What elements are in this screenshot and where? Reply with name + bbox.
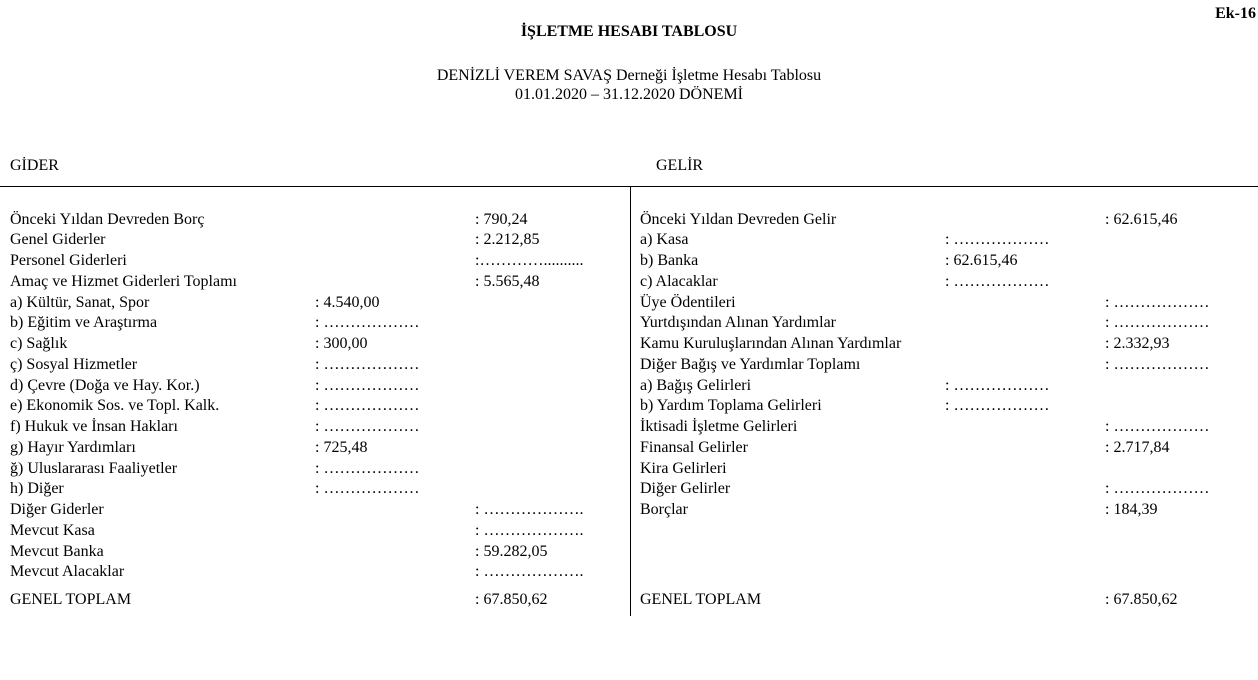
- gider-row-label: Genel Giderler: [10, 231, 106, 249]
- gelir-row-value: : ………………: [1105, 480, 1210, 498]
- gider-row-subvalue: : ………………: [315, 397, 420, 415]
- gelir-row: [640, 210, 1250, 231]
- gider-row-label: Diğer Giderler: [10, 501, 104, 518]
- gider-row-label: e) Ekonomik Sos. ve Topl. Kalk.: [10, 397, 220, 415]
- gider-row-subvalue: : ………………: [315, 480, 420, 498]
- gider-row-subvalue: : ………………: [315, 314, 420, 332]
- gelir-row-label: Diğer Gelirler: [640, 480, 731, 498]
- column-divider: [630, 186, 631, 616]
- gider-row-label: Personel Giderleri: [10, 252, 127, 269]
- gider-row: [10, 230, 620, 251]
- gider-row-label: ğ) Uluslararası Faaliyetler: [10, 459, 178, 477]
- document-title: İŞLETME HESABI TABLOSU: [520, 23, 738, 40]
- gider-row: [10, 272, 620, 293]
- gelir-row: [640, 334, 1250, 355]
- gelir-row: [640, 272, 1250, 293]
- gelir-row-value: : ………………: [1105, 355, 1210, 373]
- gider-row: [10, 334, 620, 355]
- gelir-row-subvalue: : 62.615,46: [945, 252, 1018, 269]
- gelir-row: [640, 355, 1250, 376]
- document-subtitle: DENİZLİ VEREM SAVAŞ Derneği İşletme Hesabı Tablosu: [436, 67, 822, 84]
- gider-row: [10, 562, 620, 583]
- gelir-row-label: b) Banka: [640, 252, 699, 269]
- document-reference: Ek-16: [1215, 5, 1256, 22]
- gider-row: [10, 479, 620, 500]
- gider-row-subvalue: : ………………: [315, 418, 420, 435]
- gelir-row-label: Kamu Kuruluşlarından Alınan Yardımlar: [640, 335, 902, 352]
- gider-row-label: b) Eğitim ve Araştırma: [10, 314, 158, 332]
- gelir-row-label: a) Bağış Gelirleri: [640, 376, 752, 394]
- gelir-row-value: : 2.332,93: [1105, 335, 1170, 352]
- gider-row-subvalue: : 300,00: [315, 335, 368, 352]
- gider-row-label: Mevcut Kasa: [10, 521, 95, 539]
- gider-row-label: Mevcut Banka: [10, 542, 104, 560]
- gelir-row-subvalue: : ………………: [945, 231, 1050, 249]
- gelir-row: [640, 459, 1250, 480]
- gider-row-label: a) Kültür, Sanat, Spor: [10, 293, 150, 311]
- gider-row: [10, 459, 620, 480]
- gelir-row-subvalue: : ………………: [945, 397, 1050, 415]
- gider-row-subvalue: : ………………: [315, 355, 420, 373]
- gelir-row-label: a) Kasa: [640, 231, 689, 249]
- gelir-row: [640, 500, 1250, 521]
- gelir-row-value: : 2.717,84: [1105, 438, 1170, 456]
- gider-row-subvalue: : 725,48: [315, 438, 368, 456]
- gider-row: [10, 313, 620, 334]
- gider-row-value: : 790,24: [475, 210, 528, 228]
- gelir-row-label: Üye Ödentileri: [640, 293, 736, 311]
- gelir-row: [640, 417, 1250, 438]
- gelir-row-label: İktisadi İşletme Gelirleri: [640, 418, 798, 435]
- header-divider: [0, 186, 1258, 187]
- gelir-total-row: [640, 590, 1250, 611]
- gelir-row-value: : 184,39: [1105, 501, 1158, 518]
- gider-total-value: : 67.850,62: [475, 591, 548, 608]
- document-period: 01.01.2020 – 31.12.2020 DÖNEMİ: [515, 86, 743, 103]
- gelir-row-value: : ………………: [1105, 293, 1210, 311]
- gider-row-value: :…………..........: [475, 252, 584, 269]
- gelir-row-label: Diğer Bağış ve Yardımlar Toplamı: [640, 355, 861, 373]
- gelir-row: [640, 230, 1250, 251]
- gider-row-value: : 59.282,05: [475, 542, 548, 560]
- gider-row: [10, 210, 620, 231]
- gider-row-label: Mevcut Alacaklar: [10, 563, 125, 581]
- gelir-row: [640, 313, 1250, 334]
- gelir-row-label: Önceki Yıldan Devreden Gelir: [640, 210, 837, 228]
- gider-row-label: ç) Sosyal Hizmetler: [10, 355, 138, 373]
- gider-row: [10, 542, 620, 563]
- gider-row-subvalue: : ………………: [315, 459, 420, 477]
- gelir-row: [640, 438, 1250, 459]
- gelir-row-label: Finansal Gelirler: [640, 438, 748, 456]
- gider-row: [10, 376, 620, 397]
- gider-row-subvalue: : 4.540,00: [315, 293, 380, 311]
- gider-total-label: GENEL TOPLAM: [10, 591, 132, 608]
- gider-row-subvalue: : ………………: [315, 376, 420, 394]
- gelir-total-value: : 67.850,62: [1105, 591, 1178, 608]
- gelir-row: [640, 479, 1250, 500]
- gelir-row: [640, 396, 1250, 417]
- gider-row-value: : ……………….: [475, 563, 584, 581]
- gelir-row-subvalue: : ………………: [945, 272, 1050, 290]
- gider-row: [10, 521, 620, 542]
- gelir-row-label: c) Alacaklar: [640, 272, 718, 290]
- gider-row: [10, 417, 620, 438]
- gelir-row-label: Yurtdışından Alınan Yardımlar: [640, 314, 836, 332]
- gider-row-value: : 5.565,48: [475, 272, 540, 290]
- gelir-total-label: GENEL TOPLAM: [640, 591, 762, 608]
- gider-row-label: f) Hukuk ve İnsan Hakları: [10, 418, 178, 435]
- gider-row: [10, 251, 620, 272]
- gider-total-row: [10, 590, 610, 611]
- gelir-row: [640, 376, 1250, 397]
- gelir-row-value: : ………………: [1105, 314, 1210, 332]
- gelir-row-label: Borçlar: [640, 501, 688, 518]
- gider-row-value: : ……………….: [475, 501, 584, 518]
- gider-row: [10, 355, 620, 376]
- gider-row-value: : 2.212,85: [475, 231, 540, 249]
- gider-row-label: Önceki Yıldan Devreden Borç: [10, 210, 205, 228]
- gelir-heading: GELİR: [656, 157, 704, 174]
- gelir-row-subvalue: : ………………: [945, 376, 1050, 394]
- gider-row-label: d) Çevre (Doğa ve Hay. Kor.): [10, 376, 200, 394]
- gider-row: [10, 500, 620, 521]
- gelir-row-label: b) Yardım Toplama Gelirleri: [640, 397, 822, 415]
- gider-row-label: Amaç ve Hizmet Giderleri Toplamı: [10, 272, 237, 290]
- gider-row: [10, 293, 620, 314]
- gelir-row: [640, 293, 1250, 314]
- gider-row: [10, 396, 620, 417]
- gelir-row-value: : 62.615,46: [1105, 210, 1178, 228]
- gider-row: [10, 438, 620, 459]
- gider-row-label: c) Sağlık: [10, 335, 68, 352]
- gider-row-value: : ……………….: [475, 521, 584, 539]
- gelir-row: [640, 251, 1250, 272]
- gider-row-label: h) Diğer: [10, 480, 64, 498]
- gider-row-label: g) Hayır Yardımları: [10, 438, 136, 456]
- gelir-row-value: : ………………: [1105, 418, 1210, 435]
- gelir-row-label: Kira Gelirleri: [640, 459, 727, 477]
- gider-heading: GİDER: [10, 157, 59, 174]
